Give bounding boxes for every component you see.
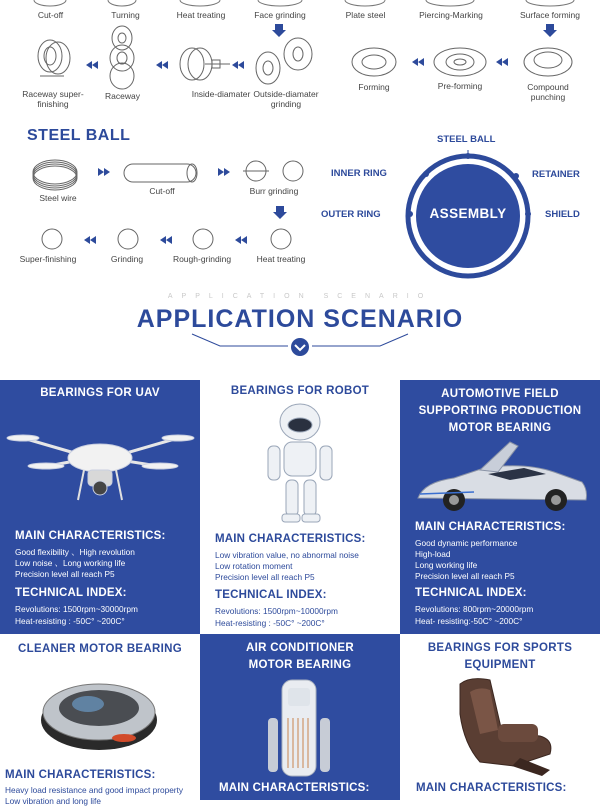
panel-aircon-char-title: MAIN CHARACTERISTICS: <box>219 782 370 794</box>
panel-robot-title: BEARINGS FOR ROBOT <box>230 385 370 397</box>
panel-aircon-title-1: AIR CONDITIONER <box>246 642 354 654</box>
assembly-center-label: ASSEMBLY <box>429 206 507 221</box>
panel-sports-title-2: EQUIPMENT <box>464 659 536 671</box>
panel-auto-tech-1: Revolutions: 800rpm~20000rpm <box>415 604 534 614</box>
application-title: APPLICATION SCENARIO <box>136 305 464 333</box>
panel-robot-tech-1: Revolutions: 1500rpm~10000rpm <box>215 606 338 616</box>
panel-auto-title-1: AUTOMOTIVE FIELD <box>441 388 559 400</box>
process-label-piercing-marking: Piercing-Marking <box>419 10 483 20</box>
assembly-label-steel-ball: STEEL BALL <box>437 134 496 145</box>
drone-image <box>8 408 192 508</box>
process-label-inside-diamater: Inside-diamater <box>191 89 251 99</box>
panel-uav <box>0 380 200 634</box>
steel-ball-label-super-finishing: Super-finishing <box>19 254 77 264</box>
massage-chair-image <box>450 674 560 778</box>
top-row-part-icons <box>0 0 600 8</box>
panel-auto-title-2: SUPPORTING PRODUCTION <box>418 405 582 417</box>
panel-automotive <box>400 380 600 634</box>
panel-auto-char-2: High-load <box>415 549 451 559</box>
application-watermark: APPLICATION SCENARIO <box>167 293 433 300</box>
process-label-compound-punching: Compound punching <box>527 82 569 102</box>
assembly-label-outer-ring: OUTER RING <box>321 209 381 220</box>
panel-uav-tech-1: Revolutions: 1500rpm~30000rpm <box>15 604 138 614</box>
panel-robot-tech-2: Heat-resisting : -50C° ~200C° <box>215 618 325 628</box>
panel-robot-char-2: Low rotation moment <box>215 561 293 571</box>
panel-robot <box>200 380 400 634</box>
process-label-pre-forming: Pre-forming <box>437 81 483 91</box>
panel-uav-tech-2: Heat-resisting : -50C° ~200C° <box>15 616 125 626</box>
panel-uav-char-3: Precision level all reach P5 <box>15 569 115 579</box>
process-label-raceway-super-finishing: Raceway super-finishing <box>22 89 84 109</box>
panel-auto-char-4: Precision level all reach P5 <box>415 571 515 581</box>
process-row2-drawings <box>0 26 600 96</box>
application-divider <box>190 332 410 358</box>
panel-cleaner <box>0 634 200 806</box>
panel-uav-title: BEARINGS FOR UAV <box>40 387 160 399</box>
steel-ball-title: STEEL BALL <box>27 127 131 144</box>
process-label-cutoff: Cut-off <box>37 10 64 20</box>
panel-sports-char-title: MAIN CHARACTERISTICS: <box>416 782 567 794</box>
panel-aircon-title-2: MOTOR BEARING <box>248 659 352 671</box>
panel-cleaner-char-1: Heavy load resistance and good impact property <box>5 785 184 795</box>
panel-uav-char-title: MAIN CHARACTERISTICS: <box>15 530 166 542</box>
process-label-plate-steel: Plate steel <box>345 10 386 20</box>
steel-ball-label-steel-wire: Steel wire <box>39 193 77 203</box>
robot-vacuum-image <box>34 668 164 758</box>
panel-uav-char-1: Good flexibility 、High revolution <box>15 547 135 557</box>
panel-auto-char-3: Long working life <box>415 560 478 570</box>
process-label-raceway: Raceway <box>105 91 140 101</box>
steel-ball-process-drawings <box>0 150 320 270</box>
assembly-label-inner-ring: INNER RING <box>331 168 387 179</box>
panel-cleaner-char-title: MAIN CHARACTERISTICS: <box>5 769 156 781</box>
panel-sports-title-1: BEARINGS FOR SPORTS <box>427 642 573 654</box>
steel-ball-label-cutoff: Cut-off <box>149 186 175 196</box>
panel-cleaner-char-2: Low vibration and long life <box>5 796 101 806</box>
assembly-label-retainer: RETAINER <box>532 169 580 180</box>
car-image <box>414 438 590 518</box>
air-conditioner-image <box>260 678 340 778</box>
steel-ball-label-grinding: Grinding <box>110 254 144 264</box>
panel-auto-char-1: Good dynamic performance <box>415 538 518 548</box>
steel-ball-label-rough-grinding: Rough-grinding <box>172 254 232 264</box>
process-label-turning: Turning <box>111 10 140 20</box>
steel-ball-label-burr-grinding: Burr grinding <box>249 186 299 196</box>
panel-robot-char-title: MAIN CHARACTERISTICS: <box>215 533 366 545</box>
process-label-face-grinding: Face grinding <box>254 10 306 20</box>
panel-robot-char-3: Precision level all reach P5 <box>215 572 315 582</box>
process-label-heat-treating: Heat treating <box>176 10 226 20</box>
panel-cleaner-title: CLEANER MOTOR BEARING <box>18 643 182 655</box>
panel-auto-title-3: MOTOR BEARING <box>448 422 552 434</box>
process-label-forming: Forming <box>358 82 390 92</box>
robot-image <box>250 400 350 530</box>
panel-auto-tech-2: Heat- resisting:-50C° ~200C° <box>415 616 523 626</box>
panel-robot-tech-title: TECHNICAL INDEX: <box>215 589 327 601</box>
panel-air-conditioner <box>200 634 400 800</box>
assembly-label-shield: SHIELD <box>545 209 580 220</box>
steel-ball-label-heat-treating: Heat treating <box>256 254 306 264</box>
process-label-outside-diamater-grinding: Outside-diamater grinding <box>253 89 319 109</box>
panel-auto-tech-title: TECHNICAL INDEX: <box>415 587 527 599</box>
panel-sports <box>400 634 600 800</box>
process-label-surface-forming: Surface forming <box>520 10 580 20</box>
panel-uav-char-2: Low noise 、Long working life <box>15 558 126 568</box>
panel-auto-char-title: MAIN CHARACTERISTICS: <box>415 521 566 533</box>
panel-uav-tech-title: TECHNICAL INDEX: <box>15 587 127 599</box>
panel-robot-char-1: Low vibration value, no abnormal noise <box>215 550 359 560</box>
